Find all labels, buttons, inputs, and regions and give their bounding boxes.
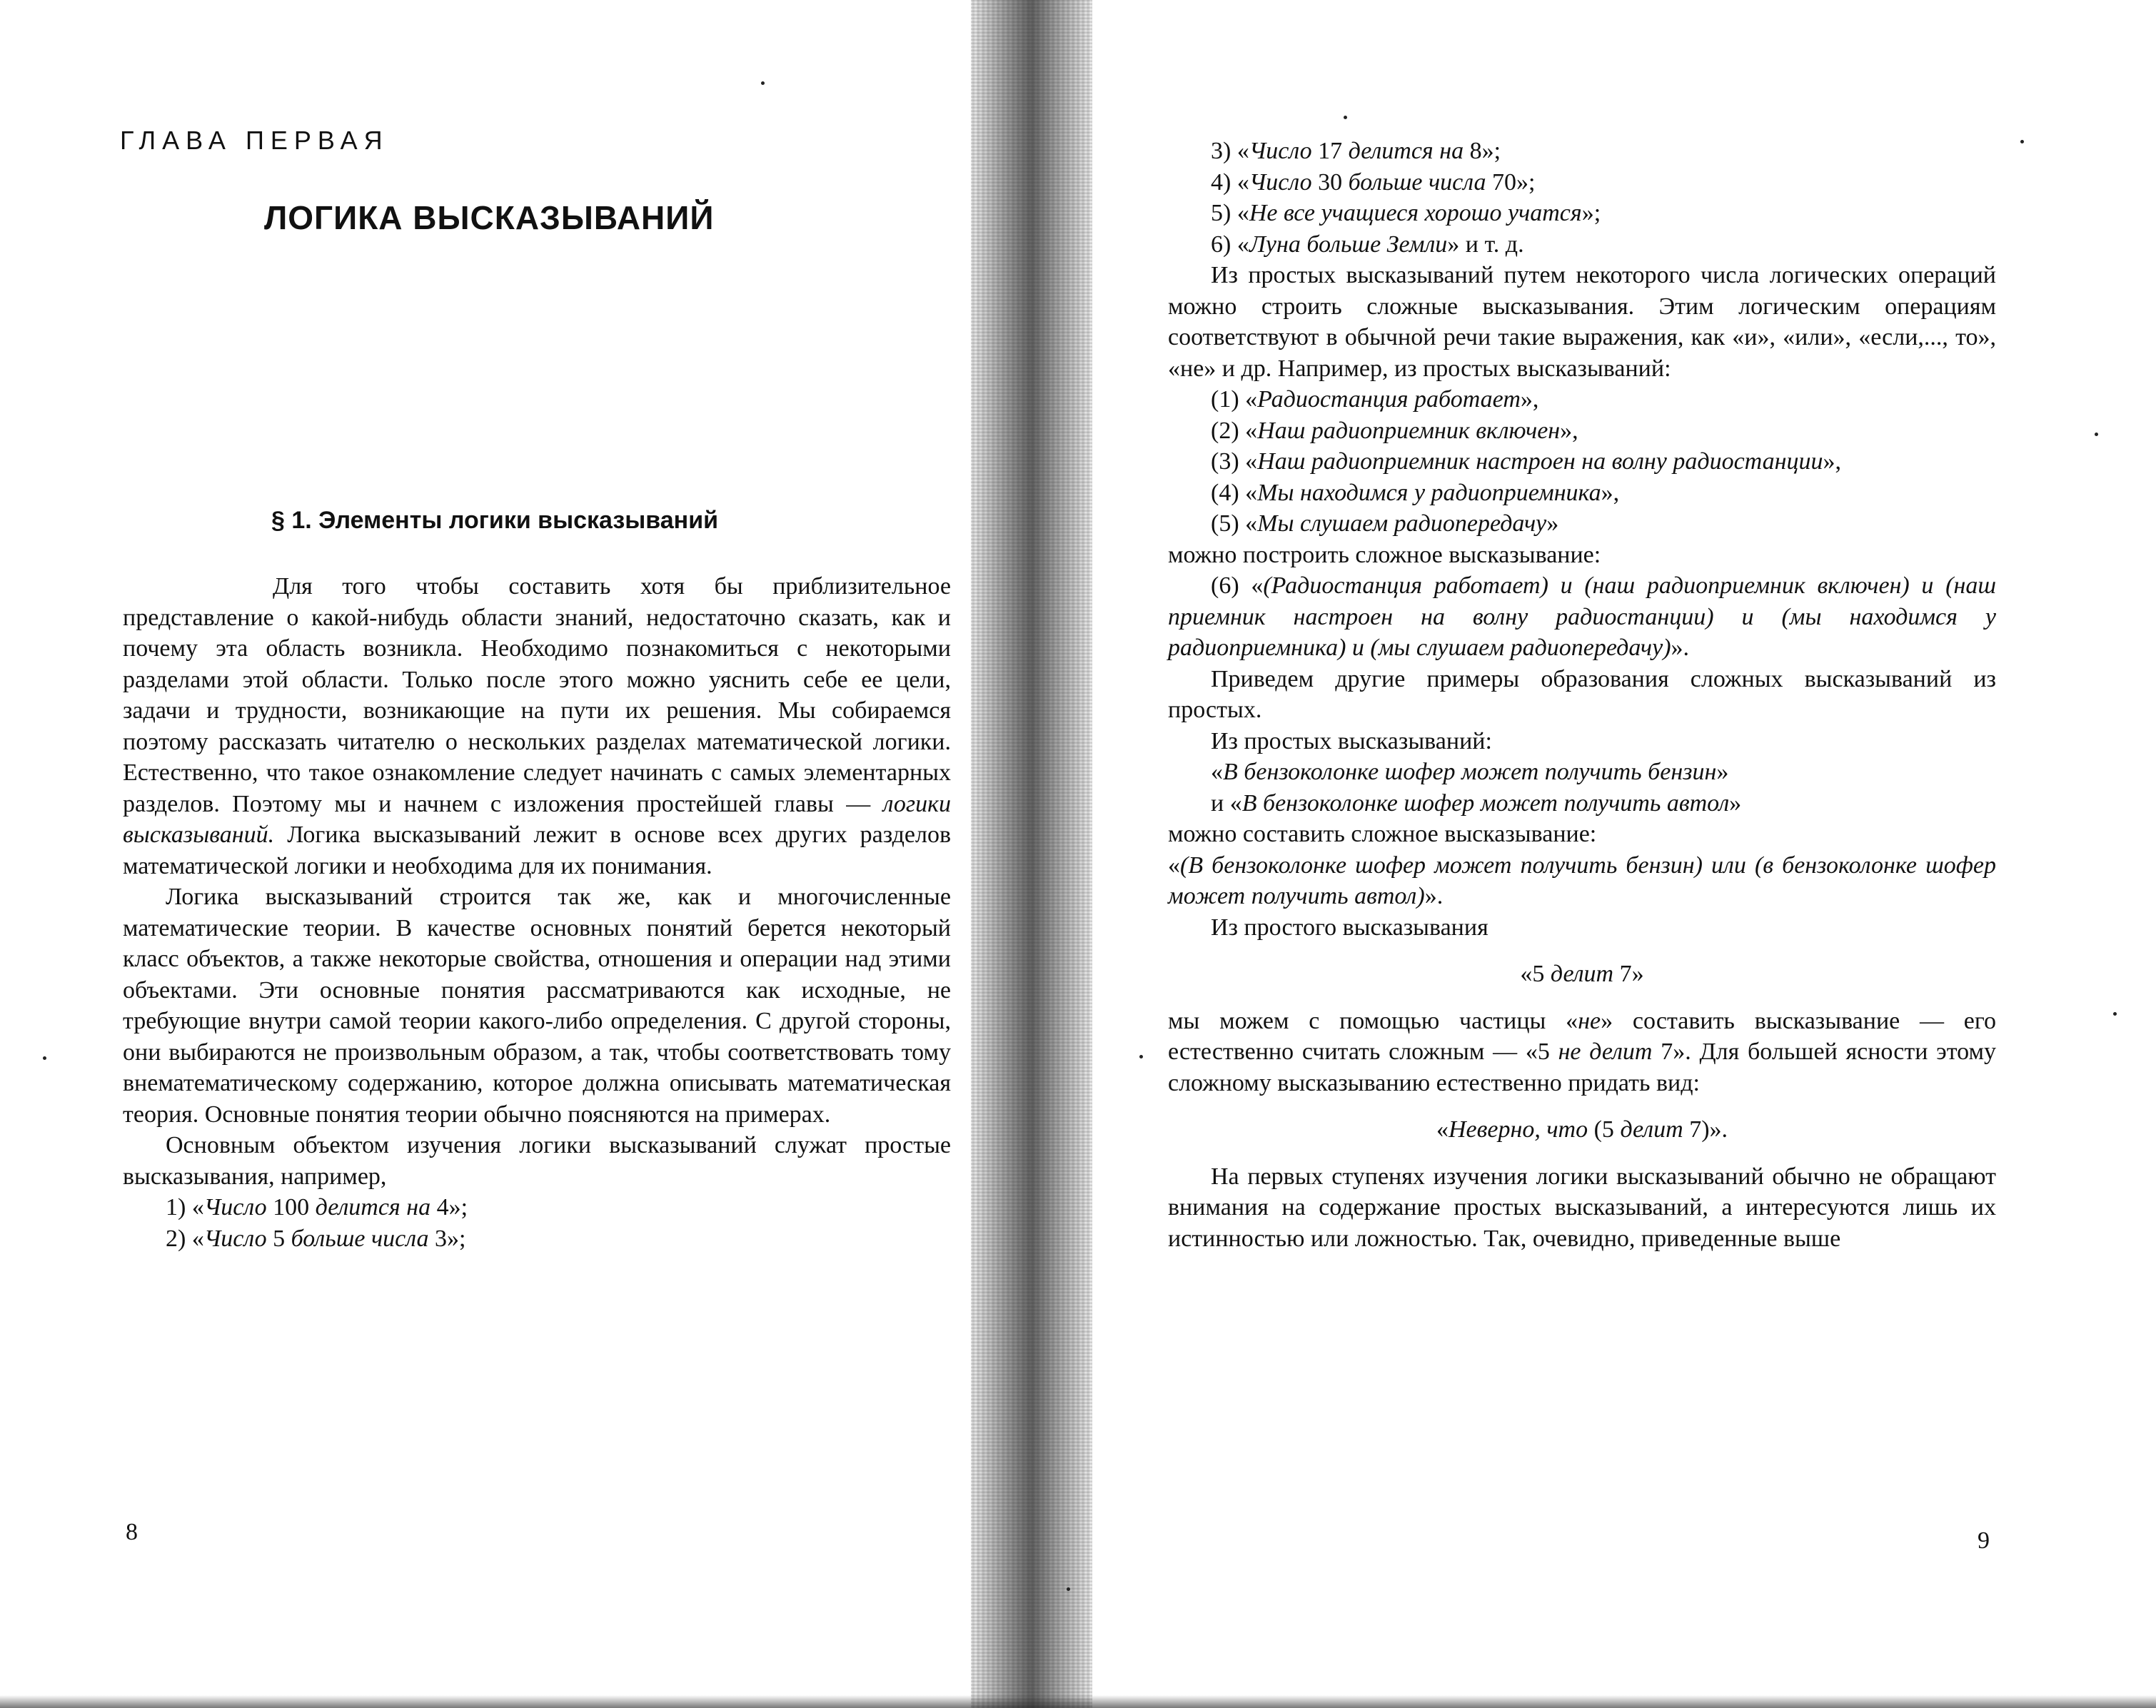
simple-statement: (1) «Радиостанция работает», (1211, 386, 1539, 413)
paragraph: Из простых высказываний: (1211, 727, 1492, 754)
page-number: 8 (126, 1519, 138, 1545)
simple-statement: (5) «Мы слушаем радиопередачу» (1211, 510, 1559, 537)
paragraph: мы можем с помощью частицы «не» составить высказывание — его естественно считать сложным — «5 не делит 7». Для большей ясности этому сложному высказыванию естественно придать вид: (1168, 1007, 1997, 1096)
or-statement: «(В бензоколонке шофер может получить бензин) или (в бензоколонке шофер может получить автол)». (1168, 852, 1996, 909)
paragraph: Из простых высказываний путем некоторого числа логических операций можно строить сложные высказывания. Этим логическим операциям соответствуют в обычной речи такие выражения, как «и», «или», «если,..., то», «не» и др. Например, из простых высказываний: (1168, 262, 1996, 382)
paragraph: На первых ступенях изучения логики высказываний обычно не обращают внимания на содержание простых высказываний, а интересуются лишь их истинностью или ложностью. Так, очевидно, приведенные выше (1168, 1163, 1996, 1252)
avtol-statement: и «В бензоколонке шофер может получить автол» (1211, 789, 1742, 817)
chapter-title: ЛОГИКА ВЫСКАЗЫВАНИЙ (264, 199, 715, 236)
benzin-statement: «В бензоколонке шофер может получить бензин» (1211, 759, 1729, 785)
simple-statement: (4) «Мы находимся у радиоприемника», (1211, 479, 1620, 506)
speck (2095, 433, 2098, 436)
simple-statement: (3) «Наш радиоприемник настроен на волну радиостанции», (1211, 448, 1841, 475)
formula-not-true: «Неверно, что (5 делит 7)». (1436, 1116, 1728, 1143)
speck (1139, 1055, 1143, 1058)
page-bottom-edge (0, 1695, 2156, 1708)
speck (761, 81, 765, 85)
example-item: 3) «Число 17 делится на 8»; (1211, 138, 1501, 164)
paragraph: Из простого высказывания (1211, 914, 1488, 941)
complex-statement: (6) «(Радиостанция работает) и (наш радиоприемник включен) и (наш приемник настроен на волну радиостанции) и (мы находимся у радиоприемника) и (мы слушаем радиопередачу)». (1168, 572, 1996, 661)
paragraph: Приведем другие примеры образования сложных высказываний из простых. (1168, 665, 1996, 723)
example-item: 5) «Не все учащиеся хорошо учатся»; (1211, 200, 1601, 226)
paragraph: можно составить сложное высказывание: (1168, 821, 1597, 847)
speck (43, 1056, 46, 1060)
paragraph: Для того чтобы составить хотя бы приблизительное представление о какой-нибудь области знаний, недостаточно сказать, как и почему эта область возникла. Необходимо познакомиться с некоторыми разделами этой области. Только после этого можно уяснить себе ее цели, задачи и трудности, возникающие на пути их решения. Мы собираемся поэтому рассказать читателю о нескольких разделах математической логики. Естественно, что такое ознакомление следует начинать с самых элементарных разделов. Поэтому мы и начнем с изложения простейшей главы — логики высказываний. Логика высказываний лежит в основе всех других разделов математической логики и необходима для их понимания. (123, 573, 951, 879)
example-item: 4) «Число 30 больше числа 70»; (1211, 168, 1536, 196)
book-gutter (971, 0, 1092, 1708)
paragraph: Основным объектом изучения логики высказываний служат простые высказывания, например, (123, 1132, 951, 1190)
example-item: 1) «Число 100 делится на 4»; (166, 1194, 468, 1221)
example-item: 2) «Число 5 больше числа 3»; (166, 1225, 466, 1252)
speck (1067, 1587, 1070, 1591)
left-body-text (123, 571, 951, 1254)
chapter-label: ГЛАВА ПЕРВАЯ (120, 126, 389, 155)
left-page (0, 0, 1028, 1708)
simple-statement: (2) «Наш радиоприемник включен», (1211, 417, 1578, 444)
paragraph: Логика высказываний строится так же, как и многочисленные математические теории. В качестве основных понятий берется некоторый класс объектов, а также некоторые свойства, отношения и операции над этими объектами. Эти основные понятия рассматриваются как исходные, не требующие внутри самой теории какого-либо определения. С другой стороны, они выбираются не произвольным образом, а так, чтобы соответствовать тому внематематическому содержанию, которое должна описывать математическая теория. Основные понятия теории обычно поясняются на примерах. (123, 884, 951, 1128)
formula-five-divides-seven: «5 делит 7» (1520, 961, 1644, 987)
paragraph: можно построить сложное высказывание: (1168, 541, 1601, 568)
example-item: 6) «Луна больше Земли» и т. д. (1211, 231, 1524, 258)
section-title: § 1. Элементы логики высказываний (271, 507, 719, 534)
speck (2113, 1012, 2117, 1016)
right-body-text (1168, 136, 1996, 1254)
page-number: 9 (1978, 1527, 1990, 1554)
speck (2020, 140, 2024, 143)
speck (1344, 116, 1347, 119)
